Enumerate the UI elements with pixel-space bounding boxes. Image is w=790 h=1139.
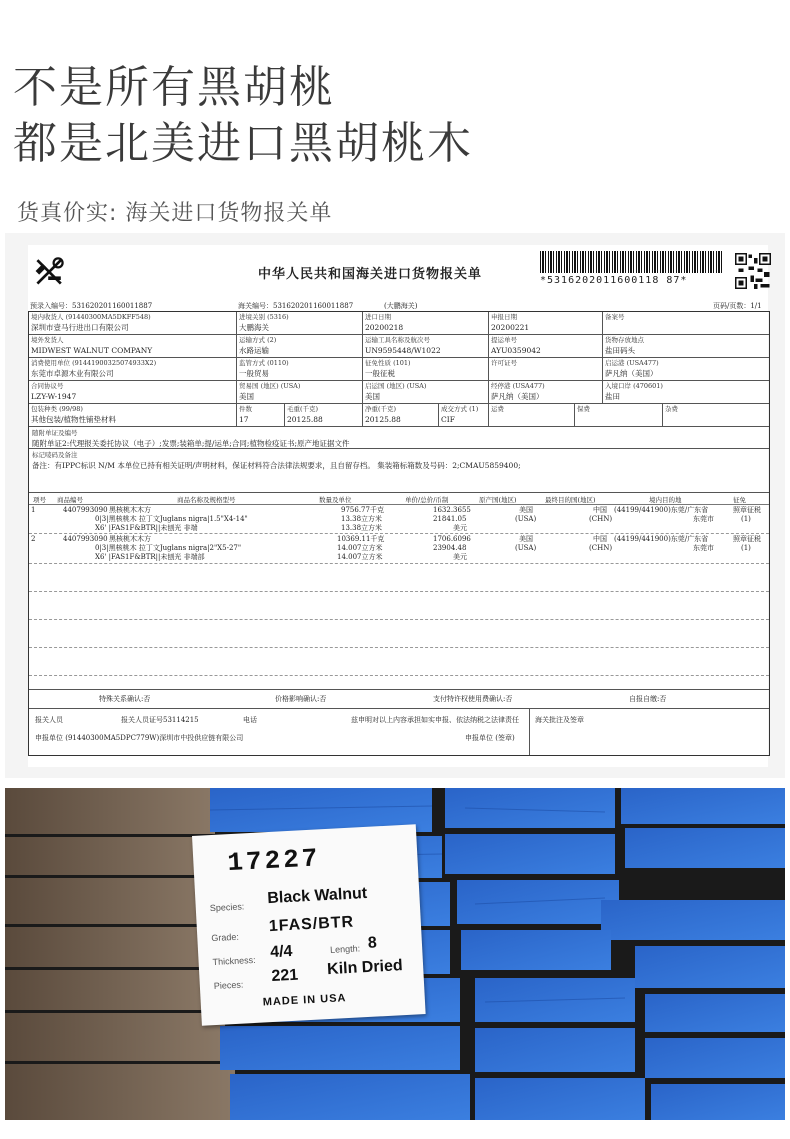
tag-pieces: 221 <box>271 966 299 986</box>
grid-cell: 启运国 (地区) (USA) 美国 <box>362 381 488 403</box>
lumber-tag <box>192 824 426 1025</box>
grid-cell: 消费使用单位 (91441900325074933X2) 东莞市卓源木业有限公司 <box>31 359 157 378</box>
item-header: 最终目的国(地区) <box>545 496 596 504</box>
grid-cell: 保费 <box>574 404 662 426</box>
headline-line-1: 不是所有黑胡桃 <box>13 62 335 113</box>
flag-royalty: 支付特许权使用费确认:否 <box>433 695 513 703</box>
grid-cell: 征免性质 (101) 一般征税 <box>362 358 488 380</box>
grid-cell: 毛重(千克) 20125.88 <box>284 404 362 426</box>
grid-cell: 运输工具名称及航次号 UN9595448/W1022 <box>362 335 488 357</box>
grid-cell: 进口日期 20200218 <box>362 312 488 334</box>
item-header: 境内目的地 <box>649 496 682 504</box>
item-header: 项号 <box>33 496 46 504</box>
declaring-unit: 申报单位 (91440300MA5DPC779W)深圳市中投供应链有限公司 <box>35 734 244 742</box>
flag-special-relation: 特殊关系确认:否 <box>99 695 151 703</box>
confirmation-flags <box>29 690 769 709</box>
grid-cell: 运输方式 (2) 水路运输 <box>236 335 362 357</box>
declarant-cert: 报关人员证号53114215 <box>121 716 199 724</box>
item-header: 征免 <box>733 496 746 504</box>
declarant-label: 报关人员 <box>35 716 63 724</box>
grid-cell: 货物存放地点 盐田码头 <box>602 335 767 357</box>
customs-approval-label: 海关批注及签章 <box>535 716 584 724</box>
declaration-grid <box>28 311 770 756</box>
barcode <box>540 251 722 273</box>
customs-declaration-scan <box>5 233 785 778</box>
declaration-title: 中华人民共和国海关进口货物报关单 <box>258 267 483 282</box>
grid-cell: 申报日期 20200221 <box>488 312 602 334</box>
tag-pieces-label: Pieces: <box>213 979 244 992</box>
grid-cell: 入境口岸 (470601) 盐田 <box>602 381 767 403</box>
grid-row-packing <box>29 404 769 427</box>
page-indicator: 页码/页数：1/1 <box>713 302 762 310</box>
grid-cell: 经停港 (USA477) 萨凡纳（美国） <box>488 381 602 403</box>
tag-length-label: Length: <box>329 943 361 955</box>
signature-block <box>29 709 769 756</box>
barcode-number: *5316202011600118 87* <box>540 275 688 286</box>
customs-number: 海关编号：531620201160011887 <box>238 302 354 310</box>
customs-emblem-icon <box>32 253 68 289</box>
grid-cell: 境内收货人 (91440300MA5DKFF548) 深圳市壹马行进出口有限公司 <box>31 313 151 332</box>
subhead: 货真价实: 海关进口货物报关单 <box>17 201 333 226</box>
grid-cell: 运费 <box>488 404 574 426</box>
item-header: 商品名称及规格型号 <box>177 496 236 504</box>
tag-species: Black Walnut <box>266 884 368 908</box>
grid-cell: 贸易国 (地区) (USA) 美国 <box>236 381 362 403</box>
item-header: 数量及单位 <box>319 496 352 504</box>
marks-and-remarks: 标记唛码及备注 备注：有IPPC标识 N/M 本单位已持有相关证明/声明材料，保证材料符合法律法规要求，且自留存档。 集装箱标箱数及号码：2;CMAU5859400; <box>29 449 769 493</box>
tag-grade: 1FAS/BTR <box>268 913 355 936</box>
phone-label: 电话 <box>243 716 257 724</box>
grid-cell: 净重(千克) 20125.88 <box>362 404 438 426</box>
grid-cell: 境外发货人 MIDWEST WALNUT COMPANY <box>31 336 153 355</box>
flag-price-influence: 价格影响确认:否 <box>275 695 327 703</box>
grid-cell: 许可证号 <box>488 358 602 380</box>
goods-items: 项号 商品编号 商品名称及规格型号 数量及单位 单价/总价/币制 原产国(地区) 最终目的国(地区) 境内目的地 征免 1 4407993090 黑核桃木木方 0|3|黑核桃木 拉丁文Juglans nigra|1.5"X4-14" X6' |FAS1F&BTR||未刨光 非端 9756.77千克 13.38立方米 13.38立方米 1632.3655 21841.05 美元 美国 (USA) 中国 (CHN) (44199/441900)东莞/广东省 东莞市 照章征税 (1) 2 4407993090 黑核桃木木方 0|3|黑核桃木 拉丁文Juglans nigra|2"X5-27" X6' |FAS1F&BTR||未刨光 非端部 10369.11千克 14.007立方米 14.007立方米 1706.6096 23904.48 美元 美国 (USA) 中国 (CHN) (44199/441900)东莞/广东省 东莞市 照章征税 (1) <box>29 493 769 690</box>
tag-species-label: Species: <box>209 901 245 914</box>
grid-cell: 杂费 <box>662 404 767 426</box>
item-header: 原产国(地区) <box>479 496 517 504</box>
legal-statement: 兹申明对以上内容承担如实申报、依法纳税之法律责任 <box>351 716 519 724</box>
item-header: 单价/总价/币制 <box>405 496 449 504</box>
customs-office: (大鹏海关) <box>384 302 418 310</box>
tag-thickness: 4/4 <box>269 942 293 962</box>
pre-entry-number: 预录入编号：531620201160011887 <box>30 302 153 310</box>
grid-cell: 成交方式 (1) CIF <box>438 404 488 426</box>
grid-cell: 启运港 (USA477) 萨凡纳（美国） <box>602 358 767 380</box>
grid-cell: 提运单号 AYU0359042 <box>488 335 602 357</box>
qr-code-icon <box>735 253 771 289</box>
declaring-unit-seal: 申报单位 (签章) <box>465 734 515 742</box>
grid-cell: 进境关别 (5316) 大鹏海关 <box>236 312 362 334</box>
tag-kiln-dried: Kiln Dried <box>326 957 404 979</box>
flag-self-declare: 自报自缴:否 <box>629 695 667 703</box>
grid-cell: 监管方式 (0110) 一般贸易 <box>236 358 362 380</box>
tag-thickness-label: Thickness: <box>212 954 256 968</box>
headline <box>13 60 473 172</box>
grid-cell: 件数 17 <box>236 404 284 426</box>
grid-cell: 合同协议号 LZY-W-1947 <box>31 382 77 401</box>
tag-lot-number: 17227 <box>226 843 322 879</box>
tag-grade-label: Grade: <box>211 931 240 944</box>
tag-made-in-usa: MADE IN USA <box>262 992 347 1009</box>
item-header: 商品编号 <box>57 496 83 504</box>
headline-line-2: 都是北美进口黑胡桃木 <box>13 118 473 169</box>
attached-documents: 随附单证及编号 随附单证2:代理报关委托协议（电子）;发票;装箱单;提/运单;合同;植物检疫证书;原产地证据文件 <box>29 427 769 449</box>
grid-row <box>29 335 769 358</box>
tag-length: 8 <box>367 934 378 952</box>
grid-row <box>29 358 769 381</box>
grid-cell: 备案号 <box>602 312 767 334</box>
customs-declaration <box>28 245 768 767</box>
grid-cell: 包装种类 (99/98) 其他包装/植物性铺垫材料 <box>31 405 117 424</box>
grid-row <box>29 381 769 404</box>
grid-row <box>29 312 769 335</box>
